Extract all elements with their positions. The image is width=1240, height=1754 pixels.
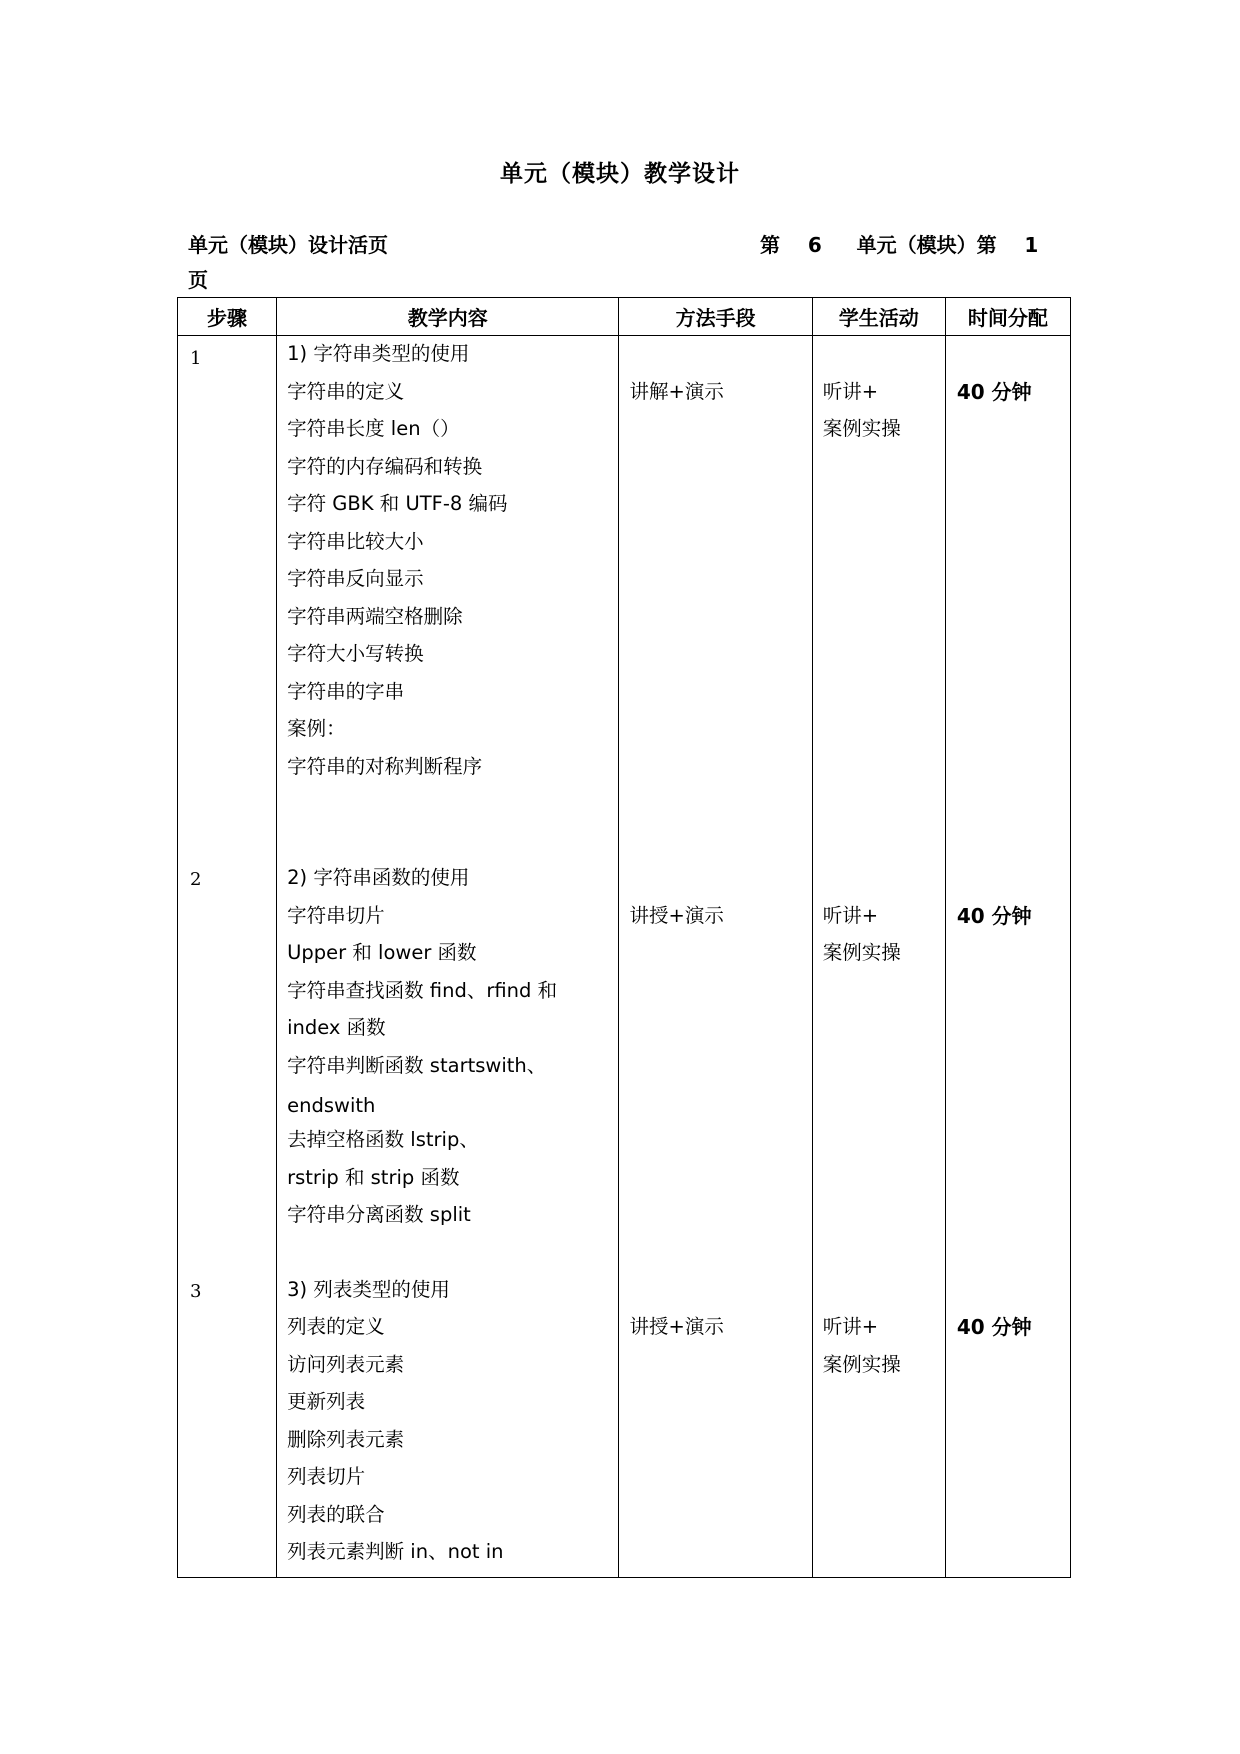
step-number: 3 [190,1281,202,1302]
time-text: 40 分钟 [956,380,1032,404]
content-line: 字符串比较大小 [287,530,424,553]
activity-text: 案例实操 [822,941,901,964]
header-time: 时间分配 [945,298,1070,336]
content-line: endswith [287,1094,376,1117]
content-line: rstrip 和 strip 函数 [287,1166,460,1189]
content-line: 案例： [287,717,346,740]
content-line: 删除列表元素 [287,1428,405,1451]
activity-text: 案例实操 [822,1353,901,1376]
content-line: 字符串两端空格删除 [287,605,463,628]
design-sheet-label: 单元（模块）设计活页 [188,233,388,257]
content-line: 更新列表 [287,1390,366,1413]
content-line: 字符串反向显示 [287,567,424,590]
content-line: 3) 列表类型的使用 [287,1278,450,1301]
content-line: 字符的内存编码和转换 [287,455,483,478]
method-text: 讲授+演示 [629,904,724,927]
content-line: 字符串判断函数 startswith、 [287,1054,547,1077]
table-row [178,336,1071,1578]
activity-text: 听讲+ [822,1315,879,1338]
method-text: 讲授+演示 [629,1315,724,1338]
header-step: 步骤 [178,298,277,336]
activity-cell [812,336,945,1578]
content-line: 2) 字符串函数的使用 [287,866,470,889]
step-number: 2 [190,869,202,890]
content-line: 字符 GBK 和 UTF-8 编码 [287,492,508,515]
activity-text: 听讲+ [822,380,879,403]
content-line: 访问列表元素 [287,1353,405,1376]
content-line: 字符串切片 [287,904,385,927]
header-content: 教学内容 [277,298,619,336]
step-number: 1 [190,348,202,369]
time-text: 40 分钟 [956,904,1032,928]
method-cell [619,336,812,1578]
lesson-plan-table [177,297,1071,1578]
step-cell [178,336,277,1578]
content-line: 字符串查找函数 find、rfind 和 [287,979,558,1002]
activity-text: 案例实操 [822,417,901,440]
content-line: 列表的定义 [287,1315,385,1338]
content-line: 去掉空格函数 lstrip、 [287,1128,479,1151]
content-line: 字符串的字串 [287,680,405,703]
activity-text: 听讲+ [822,904,879,927]
content-cell [277,336,619,1578]
content-line: 列表切片 [287,1465,366,1488]
unit-page-label-wrap: 页 [188,268,208,292]
content-line: 字符串的定义 [287,380,405,403]
content-line: 字符大小写转换 [287,642,424,665]
content-line: 字符串分离函数 split [287,1203,471,1226]
content-line: 列表元素判断 in、not in [287,1540,504,1563]
content-line: 列表的联合 [287,1503,385,1526]
unit-page-label: 第 6 单元（模块）第 1 [760,233,1039,257]
content-line: 字符串的对称判断程序 [287,755,483,778]
content-line: index 函数 [287,1016,386,1039]
time-text: 40 分钟 [956,1315,1032,1339]
method-text: 讲解+演示 [629,380,724,403]
content-line: 1) 字符串类型的使用 [287,342,470,365]
document-title: 单元（模块）教学设计 [500,161,740,187]
header-method: 方法手段 [619,298,812,336]
header-activity: 学生活动 [812,298,945,336]
time-cell [945,336,1070,1578]
content-line: Upper 和 lower 函数 [287,941,477,964]
content-line: 字符串长度 len（） [287,417,460,440]
table-header-row [178,298,1071,336]
